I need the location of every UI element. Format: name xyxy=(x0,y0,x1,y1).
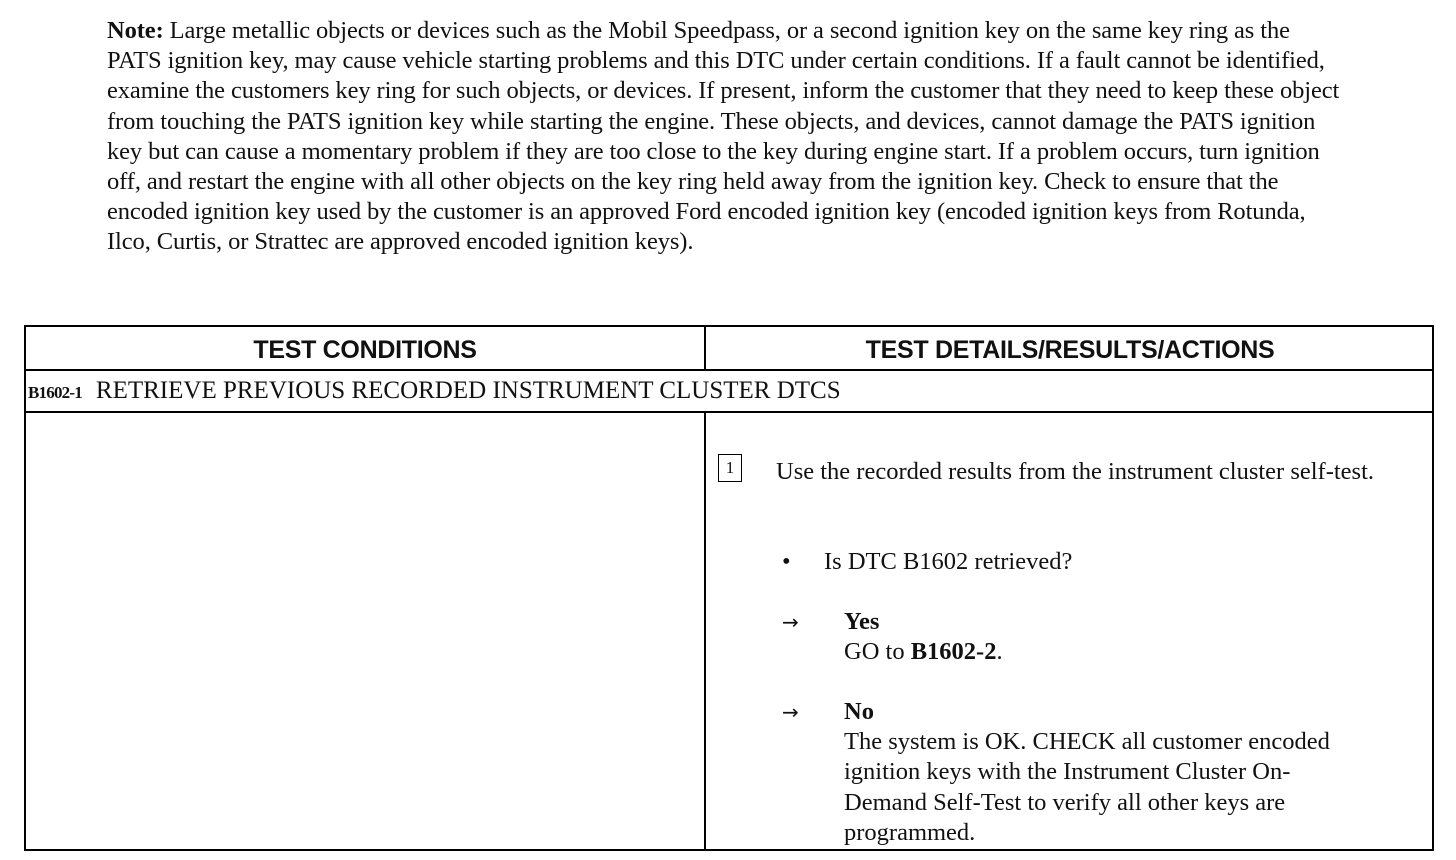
header-test-details: TEST DETAILS/RESULTS/ACTIONS xyxy=(865,336,1275,364)
section-row xyxy=(26,369,1432,413)
no-label: No xyxy=(844,698,874,725)
arrow-right-icon: → xyxy=(782,610,799,634)
test-details-cell xyxy=(706,413,1432,849)
yes-action-suffix: . xyxy=(996,638,1003,666)
note-label: Note: xyxy=(107,17,164,44)
section-title: RETRIEVE PREVIOUS RECORDED INSTRUMENT CLUSTER DTCS xyxy=(95,377,841,404)
no-action: The system is OK. CHECK all customer encoded ignition keys with the Instrument Cluster On-Demand Self-Test to verify all other keys are programmed. xyxy=(844,728,1330,846)
yes-action xyxy=(844,637,1364,667)
bullet-icon: • xyxy=(782,548,791,575)
table-header-row xyxy=(26,327,1432,371)
arrow-right-icon: → xyxy=(782,700,799,724)
note-text: Large metallic objects or devices such as the Mobil Speedpass, or a second ignition key on the same key ring as the PATS ignition key, may cause vehicle starting problems and this DTC under certain conditions. If a fault cannot be identified, examine the customers key ring for such objects, or devices. If present, inform the customer that they need to keep these object from touching the PATS ignition key while starting the engine. These objects, and devices, cannot damage the PATS ignition key but can cause a momentary problem if they are too close to the key during engine start. If a problem occurs, turn ignition off, and restart the engine with all other objects on the key ring held away from the ignition key. Check to ensure that the encoded ignition key used by the customer is an approved Ford encoded ignition key (encoded ignition keys from Rotunda, Ilco, Curtis, or Strattec are approved encoded ignition keys). xyxy=(107,17,1340,256)
question-text: Is DTC B1602 retrieved? xyxy=(824,548,1073,575)
yes-action-prefix: GO to xyxy=(844,638,905,666)
note-paragraph xyxy=(107,16,1347,258)
step-number-box: 1 xyxy=(718,454,742,482)
header-divider xyxy=(704,327,706,369)
yes-action-target: B1602-2 xyxy=(910,638,997,666)
test-table xyxy=(24,325,1434,851)
header-test-conditions: TEST CONDITIONS xyxy=(253,336,477,364)
yes-label: Yes xyxy=(844,608,880,635)
section-code: B1602-1 xyxy=(28,383,82,402)
step-instruction: Use the recorded results from the instrument cluster self-test. xyxy=(776,458,1375,485)
